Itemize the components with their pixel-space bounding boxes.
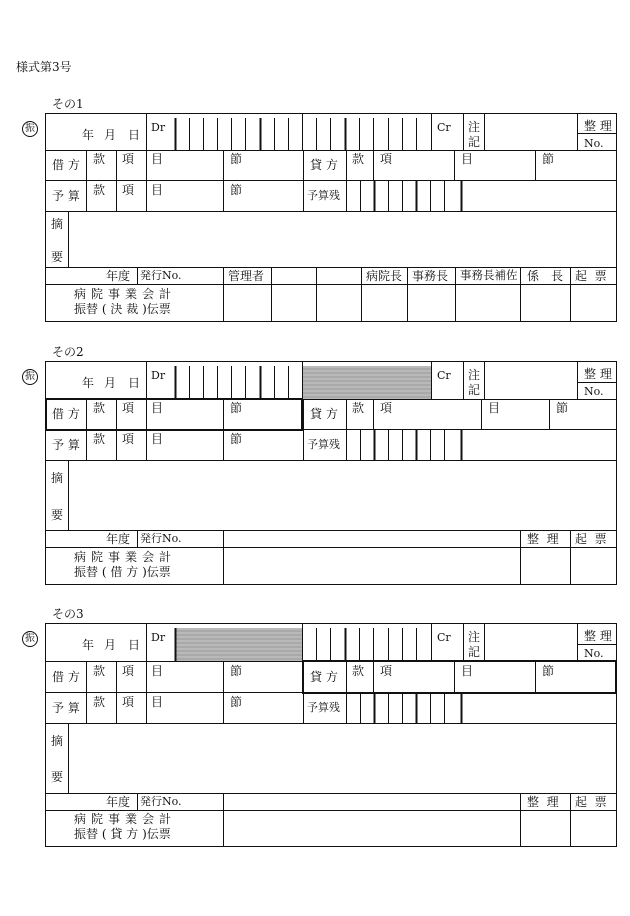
moku-label: 目	[461, 664, 474, 678]
kan-label: 款	[93, 432, 106, 446]
no-label: No.	[584, 647, 604, 660]
yosan-label: 予 算	[52, 189, 80, 203]
kou-label: 項	[122, 432, 135, 446]
moku-label: 目	[461, 152, 474, 166]
nendo-label: 年度	[106, 532, 131, 546]
seiri-label: 整 理	[584, 629, 612, 643]
seiri-footer-label: 整 理	[527, 532, 559, 546]
nendo-label: 年度	[106, 795, 131, 809]
month-label: 月	[104, 376, 117, 390]
note-label-1: 注	[468, 630, 481, 644]
yosanzan-label: 予算残	[307, 189, 340, 202]
stamp-icon: 振	[22, 369, 38, 385]
setsu-label: 節	[542, 664, 555, 678]
setsu-label: 節	[230, 695, 243, 709]
kou-label: 項	[122, 152, 135, 166]
moku-label: 目	[151, 432, 164, 446]
setsu-label: 節	[230, 664, 243, 678]
no-label: No.	[584, 137, 604, 150]
yosanzan-label: 予算残	[307, 438, 340, 451]
moku-label: 目	[151, 401, 164, 415]
nendo-label: 年度	[106, 269, 131, 283]
seiri-footer-label: 整 理	[527, 795, 559, 809]
approver-label: 係 長	[527, 269, 564, 283]
tekiyou-label-2: 要	[51, 250, 64, 264]
yosan-label: 予 算	[52, 701, 80, 715]
day-label: 日	[128, 376, 141, 390]
kan-label: 款	[352, 664, 365, 678]
slip-label: 振替 ( 決 裁 )伝票	[74, 302, 171, 316]
no-label: No.	[584, 385, 604, 398]
note-label-2: 記	[468, 383, 481, 397]
tekiyou-label-2: 要	[51, 508, 64, 522]
kan-label: 款	[93, 401, 106, 415]
kan-label: 款	[93, 695, 106, 709]
setsu-label: 節	[230, 401, 243, 415]
kigyou-label: 病院事業会計	[74, 550, 177, 564]
moku-label: 目	[488, 401, 501, 415]
note-label-2: 記	[468, 645, 481, 659]
month-label: 月	[104, 638, 117, 652]
kihyou-label: 起 票	[575, 532, 607, 546]
kihyou-label: 起 票	[575, 795, 607, 809]
setsu-label: 節	[556, 401, 569, 415]
kan-label: 款	[93, 183, 106, 197]
stamp-icon: 振	[22, 631, 38, 647]
dr-label: Dr	[151, 631, 166, 644]
note-label-1: 注	[468, 120, 481, 134]
form-3-label: その3	[52, 607, 84, 621]
cr-label: Cr	[437, 369, 451, 382]
moku-label: 目	[151, 695, 164, 709]
tekiyou-label-1: 摘	[51, 217, 64, 231]
year-label: 年	[82, 638, 95, 652]
dr-label: Dr	[151, 121, 166, 134]
moku-label: 目	[151, 183, 164, 197]
slip-label: 振替 ( 借 方 )伝票	[74, 565, 171, 579]
yosan-label: 予 算	[52, 438, 80, 452]
setsu-label: 節	[230, 152, 243, 166]
cr-label: Cr	[437, 631, 451, 644]
kihyou-label: 起 票	[575, 269, 607, 283]
kou-label: 項	[380, 664, 393, 678]
cr-label: Cr	[437, 121, 451, 134]
kou-label: 項	[122, 401, 135, 415]
kou-label: 項	[380, 401, 393, 415]
year-label: 年	[82, 376, 95, 390]
day-label: 日	[128, 638, 141, 652]
slip-label: 振替 ( 貸 方 )伝票	[74, 827, 171, 841]
setsu-label: 節	[230, 183, 243, 197]
form-2-label: その2	[52, 345, 84, 359]
kigyou-label: 病院事業会計	[74, 287, 177, 301]
moku-label: 目	[151, 152, 164, 166]
day-label: 日	[128, 128, 141, 142]
setsu-label: 節	[230, 432, 243, 446]
kashikata-label: 貸 方	[310, 158, 338, 172]
approver-label: 事務長	[412, 269, 449, 283]
stamp-icon: 振	[22, 121, 38, 137]
kashikata-label: 貸 方	[310, 670, 338, 684]
approver-label: 管理者	[228, 269, 265, 283]
month-label: 月	[104, 128, 117, 142]
note-label-1: 注	[468, 368, 481, 382]
kou-label: 項	[122, 695, 135, 709]
tekiyou-label-1: 摘	[51, 734, 64, 748]
approver-label: 病院長	[366, 269, 403, 283]
year-label: 年	[82, 128, 95, 142]
yosanzan-label: 予算残	[307, 701, 340, 714]
approver-label: 事務長補佐	[460, 268, 518, 282]
hakkou-label: 発行No.	[140, 269, 182, 282]
kan-label: 款	[93, 664, 106, 678]
seiri-label: 整 理	[584, 119, 612, 133]
kou-label: 項	[122, 183, 135, 197]
hakkou-label: 発行No.	[140, 795, 182, 808]
tekiyou-label-1: 摘	[51, 471, 64, 485]
note-label-2: 記	[468, 135, 481, 149]
kashikata-label: 貸 方	[310, 407, 338, 421]
setsu-label: 節	[542, 152, 555, 166]
moku-label: 目	[151, 664, 164, 678]
form-title: 様式第3号	[16, 60, 72, 74]
form-1-label: その1	[52, 97, 84, 111]
kan-label: 款	[352, 152, 365, 166]
kigyou-label: 病院事業会計	[74, 812, 177, 826]
dr-label: Dr	[151, 369, 166, 382]
karikata-label: 借 方	[52, 158, 80, 172]
seiri-label: 整 理	[584, 367, 612, 381]
kan-label: 款	[352, 401, 365, 415]
tekiyou-label-2: 要	[51, 770, 64, 784]
hakkou-label: 発行No.	[140, 532, 182, 545]
karikata-label: 借 方	[52, 670, 80, 684]
karikata-label: 借 方	[52, 407, 80, 421]
kan-label: 款	[93, 152, 106, 166]
kashikata-highlight-box	[302, 660, 617, 694]
kou-label: 項	[122, 664, 135, 678]
kou-label: 項	[380, 152, 393, 166]
